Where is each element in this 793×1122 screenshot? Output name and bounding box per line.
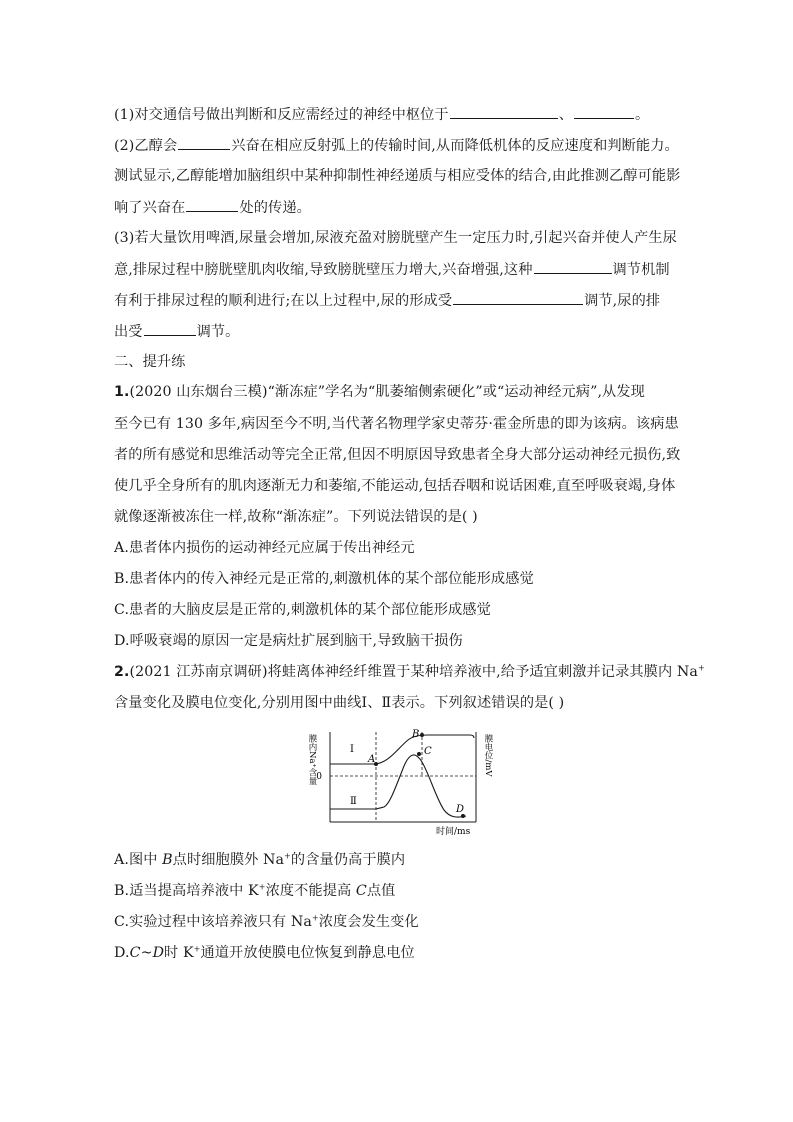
q2-text-b: 兴奋在相应反射弧上的传输时间,从而降低机体的反应速度和判断能力。 bbox=[231, 138, 679, 154]
opt-d-2: C bbox=[129, 945, 141, 961]
q3-text-d: 有利于排尿过程的顺利进行;在以上过程中,尿的形成受 bbox=[114, 293, 453, 309]
y-tick-zero: 0 bbox=[316, 772, 322, 782]
q3-text-f: 出受 bbox=[114, 324, 143, 340]
p2-number: 2. bbox=[114, 664, 130, 680]
q3-blank-3[interactable] bbox=[144, 321, 196, 336]
opt-d-4: D bbox=[152, 945, 165, 961]
p1-option-b[interactable]: B.患者体内的传入神经元是正常的,刺激机体的某个部位能形成感觉 bbox=[114, 571, 534, 587]
q3-line-2 bbox=[114, 259, 670, 280]
point-b-dot bbox=[420, 733, 424, 737]
q3-text-e: 调节,尿的排 bbox=[584, 293, 661, 309]
p1-option-d[interactable]: D.呼吸衰竭的原因一定是病灶扩展到脑干,导致脑干损伤 bbox=[114, 633, 463, 649]
q2-blank-2[interactable] bbox=[186, 197, 238, 212]
p1-option-c[interactable]: C.患者的大脑皮层是正常的,刺激机体的某个部位能形成感觉 bbox=[114, 602, 491, 618]
q2-text-e: 处的传递。 bbox=[239, 200, 311, 216]
opt-b-3: C bbox=[355, 883, 367, 899]
opt-a-1: A.图中 bbox=[114, 852, 163, 868]
p2-line-2: 含量变化及膜电位变化,分别用图中曲线Ⅰ、Ⅱ表示。下列叙述错误的是( ) bbox=[114, 695, 565, 711]
section-title: 二、提升练 bbox=[114, 354, 186, 370]
point-c-dot bbox=[417, 752, 421, 756]
q3-text-b: 意,排尿过程中膀胱壁肌肉收缩,导致膀胱壁压力增大,兴奋增强,这种 bbox=[114, 262, 533, 278]
opt-b-sup: + bbox=[258, 882, 266, 892]
opt-c-2: 浓度会发生变化 bbox=[318, 914, 419, 930]
p2-option-d[interactable] bbox=[114, 943, 415, 963]
opt-d-1: D. bbox=[114, 945, 130, 961]
opt-a-sup: + bbox=[284, 851, 291, 861]
q1-text: (1)对交通信号做出判断和反应需经过的神经中枢位于 bbox=[114, 107, 449, 123]
q2-line-2 bbox=[114, 166, 680, 186]
q2-line-3 bbox=[114, 197, 311, 218]
y-axis-left-label: 膜内Na⁺含量 bbox=[307, 734, 317, 785]
q2-line-1 bbox=[114, 135, 679, 156]
q3-line-3 bbox=[114, 290, 660, 311]
p1-number: 1. bbox=[114, 384, 130, 400]
p1-line-2: 至今已有 130 多年,病因至今不明,当代著名物理学家史蒂芬·霍金所患的即为该病。该病患 bbox=[114, 416, 679, 432]
opt-d-sup: + bbox=[193, 944, 201, 954]
point-a-label: A bbox=[368, 754, 376, 765]
q1-blank-1[interactable] bbox=[450, 104, 558, 119]
opt-c-1: C.实验过程中该培养液只有 Na bbox=[114, 914, 312, 930]
q2-text-d: 响了兴奋在 bbox=[114, 200, 186, 216]
q3-blank-2[interactable] bbox=[453, 290, 583, 305]
point-c-label: C bbox=[424, 746, 432, 757]
p2-option-c[interactable] bbox=[114, 912, 419, 932]
opt-d-5: 时 K bbox=[164, 945, 194, 961]
p1-line-4: 使几乎全身所有的肌肉逐渐无力和萎缩,不能运动,包括吞咽和说话困难,直至呼吸衰竭,身体 bbox=[114, 478, 676, 494]
q3-line-4 bbox=[114, 321, 239, 342]
x-axis-label: 时间/ms bbox=[436, 827, 471, 837]
q3-text-g: 调节。 bbox=[196, 324, 240, 340]
opt-b-2: 浓度不能提高 bbox=[265, 883, 356, 899]
q2-blank-1[interactable] bbox=[178, 135, 230, 150]
q2-text-c: 测试显示,乙醇能增加脑组织中某种抑制性神经递质与相应受体的结合,由此推测乙醇可能影 bbox=[114, 168, 681, 184]
q1-blank-2[interactable] bbox=[574, 104, 634, 119]
opt-c-sup: + bbox=[311, 913, 319, 923]
p1-line-1 bbox=[114, 382, 645, 402]
opt-b-4: 点值 bbox=[366, 883, 396, 899]
opt-a-4: 的含量仍高于膜内 bbox=[290, 852, 406, 868]
p2-option-b[interactable] bbox=[114, 881, 395, 901]
p1-line-3: 者的所有感觉和思维活动等完全正常,但因不明原因导致患者全身大部分运动神经元损伤,致 bbox=[114, 447, 681, 463]
series-i-label: Ⅰ bbox=[350, 744, 354, 755]
p2-option-a[interactable] bbox=[114, 850, 405, 870]
q3-text-c: 调节机制 bbox=[612, 262, 670, 278]
q3-line-1 bbox=[114, 228, 677, 248]
q1-line: (1)对交通信号做出判断和反应需经过的神经中枢位于 、 。 bbox=[114, 104, 649, 125]
opt-d-3: ~ bbox=[140, 945, 153, 961]
series-ii-label: Ⅱ bbox=[350, 796, 357, 807]
membrane-potential-chart bbox=[298, 726, 498, 841]
opt-a-2: B bbox=[162, 852, 173, 868]
y-axis-right-label: 膜电位/mV bbox=[483, 734, 493, 777]
point-b-label: B bbox=[412, 729, 420, 740]
opt-a-3: 点时细胞膜外 Na bbox=[172, 852, 285, 868]
p1-text-1: (2020 山东烟台三模)“渐冻症”学名为“肌萎缩侧索硬化”或“运动神经元病”,从发现 bbox=[129, 384, 645, 400]
p2-text-1: (2021 江苏南京调研)将蛙离体神经纤维置于某种培养液中,给予适宜刺激并记录其膜内 Na bbox=[129, 664, 698, 680]
point-d-label: D bbox=[456, 804, 465, 815]
q3-text-a: (3)若大量饮用啤酒,尿量会增加,尿液充盈对膀胱壁产生一定压力时,引起兴奋并使人产生尿 bbox=[114, 230, 677, 246]
p1-option-a[interactable]: A.患者体内损伤的运动神经元应属于传出神经元 bbox=[114, 540, 415, 556]
q3-blank-1[interactable] bbox=[534, 259, 612, 274]
opt-d-6: 通道开放使膜电位恢复到静息电位 bbox=[200, 945, 415, 961]
p2-line-1 bbox=[114, 662, 705, 682]
opt-b-1: B.适当提高培养液中 K bbox=[114, 883, 259, 899]
q2-text-a: (2)乙醇会 bbox=[114, 138, 178, 154]
p1-line-5: 就像逐渐被冻住一样,故称“渐冻症”。下列说法错误的是( ) bbox=[114, 509, 478, 525]
p2-na-sup: + bbox=[697, 663, 705, 673]
